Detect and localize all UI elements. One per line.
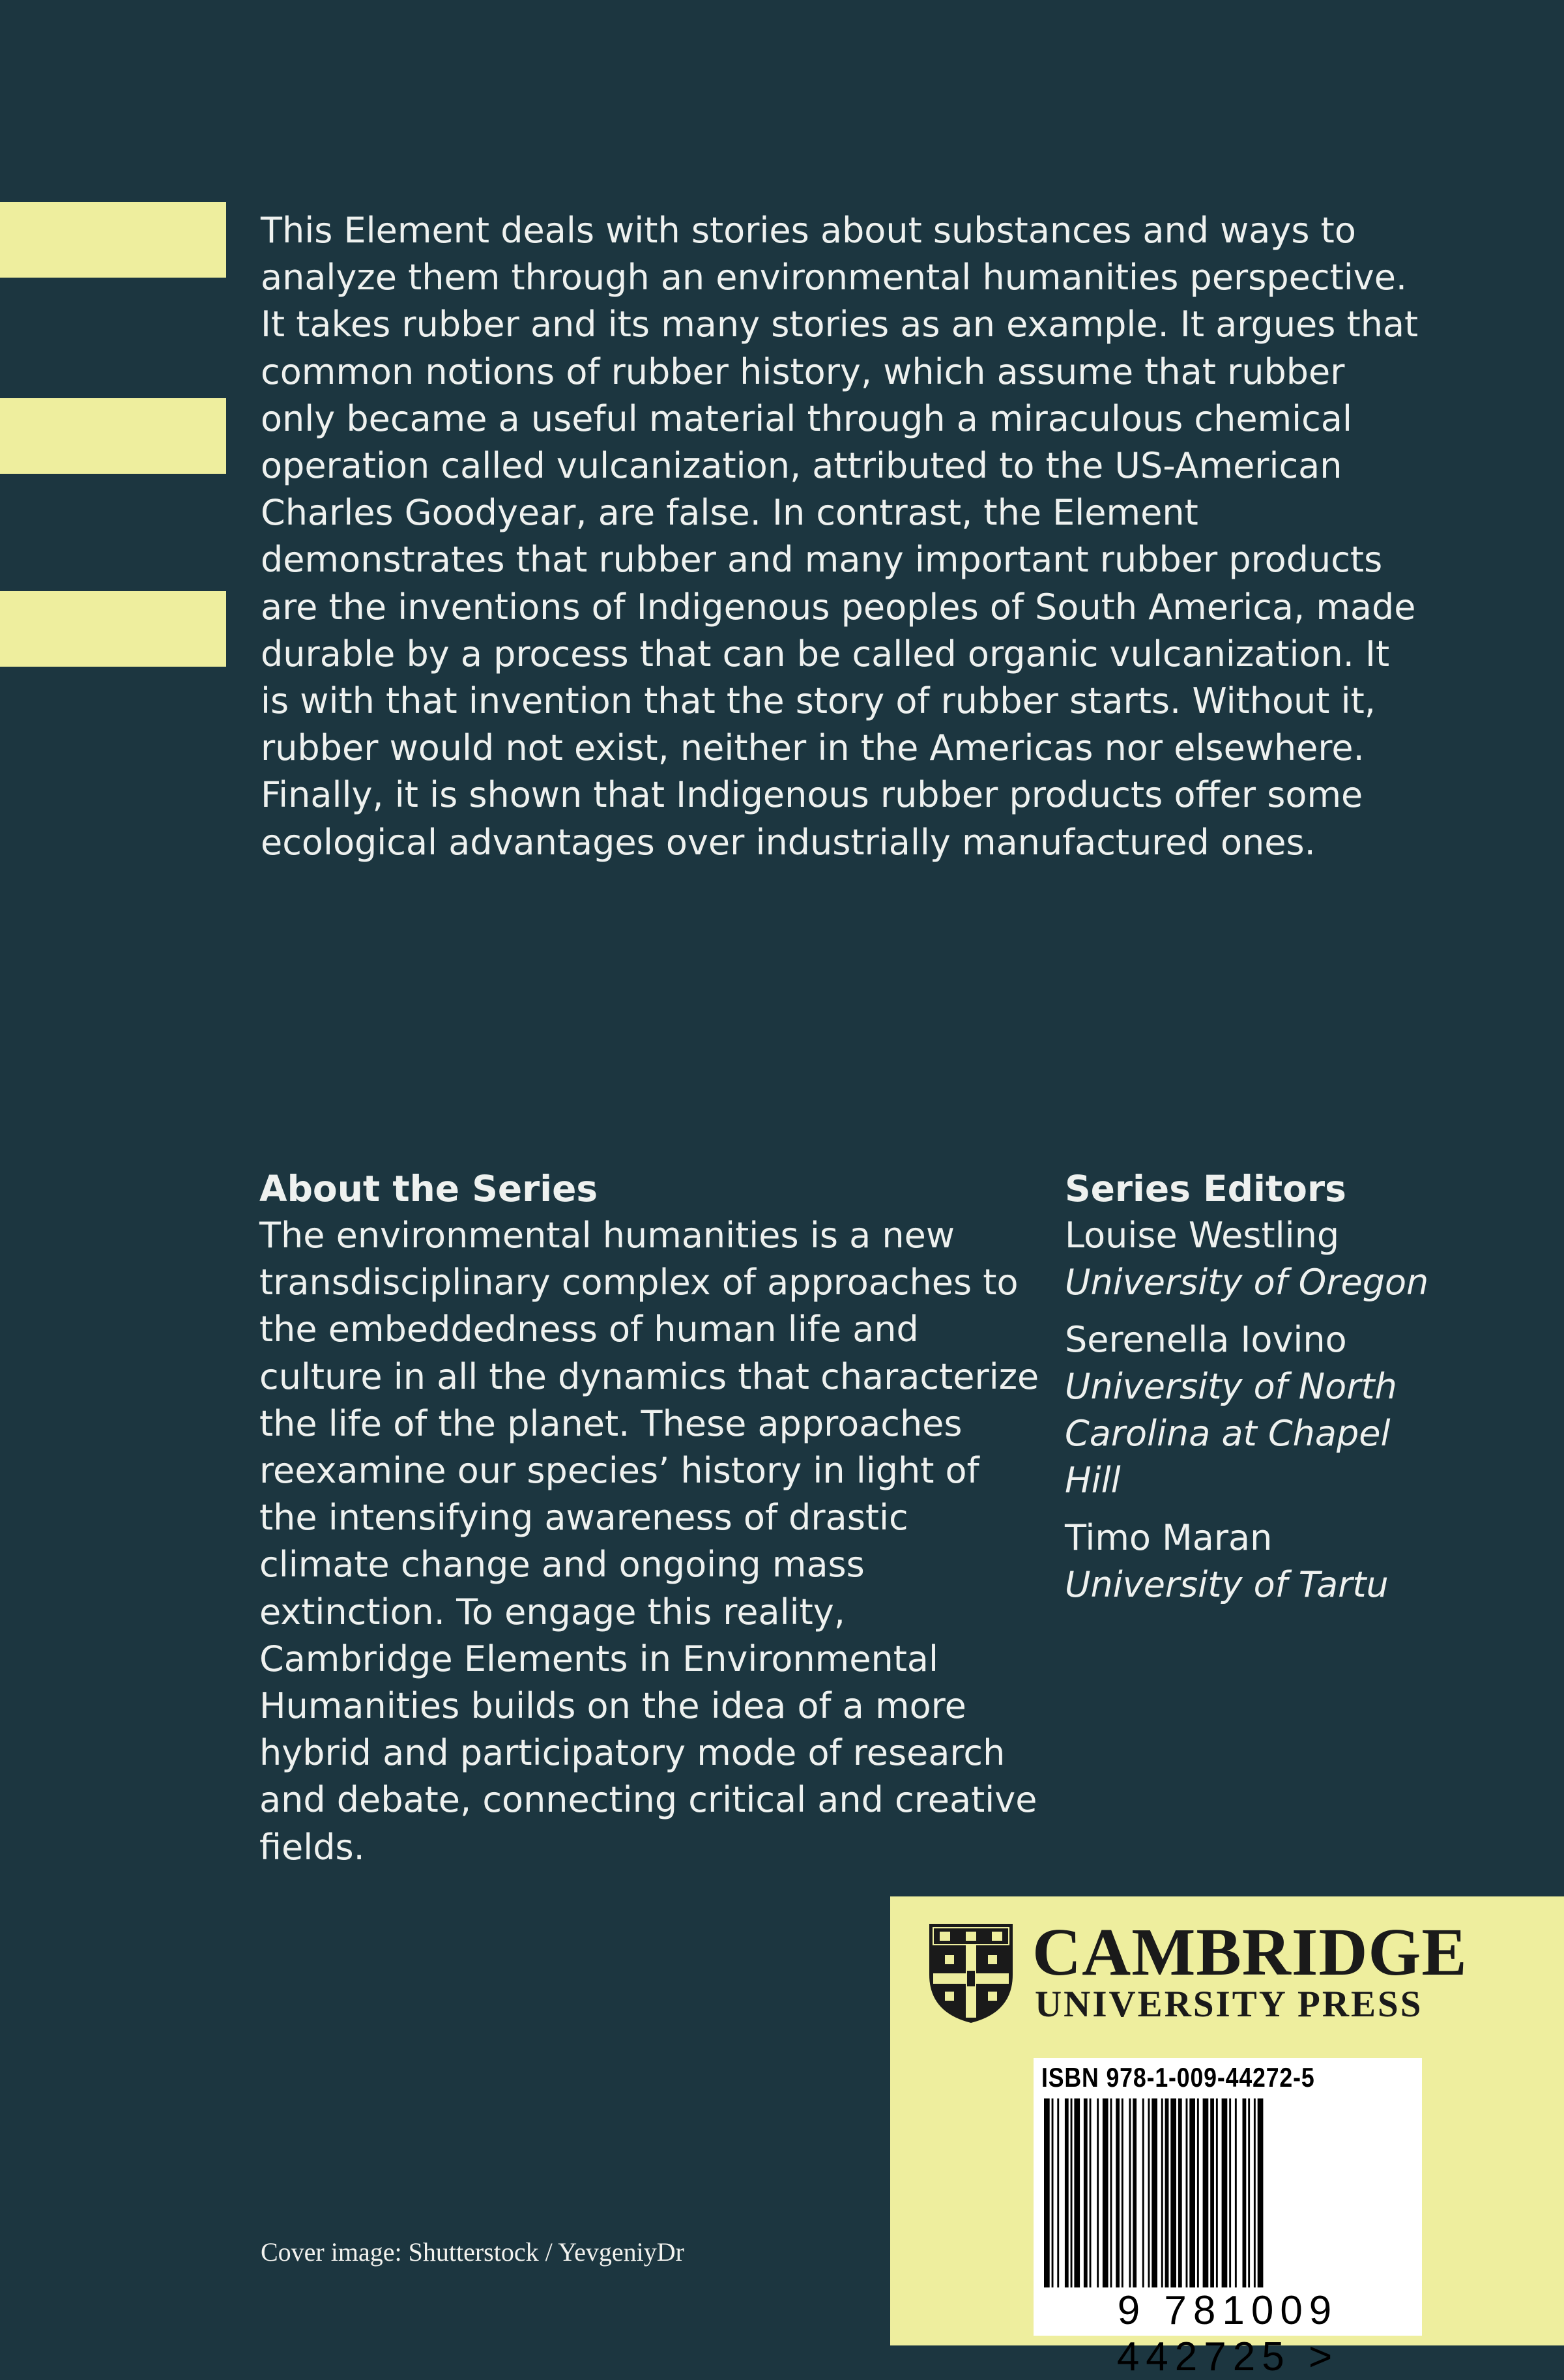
- about-heading: About the Series: [259, 1168, 598, 1210]
- publisher-name: CAMBRIDGE: [1032, 1915, 1468, 1990]
- series-editors: [1065, 1165, 1469, 1619]
- accent-stripe-top: [0, 202, 226, 278]
- cover-image-credit: Cover image: Shutterstock / YevgeniyDr: [261, 2237, 684, 2267]
- editor-entry: [1065, 1316, 1469, 1504]
- publisher-panel: [890, 1896, 1564, 2379]
- editor-entry: [1065, 1212, 1469, 1306]
- cambridge-crest-icon: [927, 1921, 1015, 2024]
- isbn-barcode: [1034, 2058, 1422, 2379]
- accent-stripe-bottom: [0, 591, 226, 667]
- editor-name: Louise Westling: [1065, 1215, 1340, 1256]
- accent-stripe-middle: [0, 398, 226, 474]
- about-text: The environmental humanities is a new transdisciplinary complex of approaches to the embeddedness of human life and culture in all the dynamics that characterize the life of the planet. These approaches reexamine our species’ history in light of the intensifying awareness of drastic climate change and ongoing mass extinction. To engage this reality, Cambridge Elements in Environmental Humanities builds on the idea of a more hybrid and participatory mode of research and debate, connecting critical and creative fields.: [259, 1215, 1039, 1868]
- editor-affiliation: University of North Carolina at Chapel Hill: [1065, 1366, 1397, 1501]
- barcode-number: 9 781009 442725 >: [1116, 2288, 1339, 2379]
- publisher-subtitle: UNIVERSITY PRESS: [1035, 1984, 1423, 2025]
- book-blurb: This Element deals with stories about substances and ways to analyze them through an environmental humanities perspective. It takes rubber and its many stories as an example. It argues that common notions of rubber history, which assume that rubber only became a useful material through a miraculous chemical operation called vulcanization, attributed to the US-American Charles Goodyear, are false. In contrast, the Element demonstrates that rubber and many important rubber products are the inventions of Indigenous peoples of South America, made durable by a process that can be called organic vulcanization. It is with that invention that the story of rubber starts. Without it, rubber would not exist, neither in the Americas nor elsewhere. Finally, it is shown that Indigenous rubber products offer some ecological advantages over industrially manufactured ones.: [261, 210, 1419, 863]
- editor-affiliation: University of Tartu: [1065, 1564, 1389, 1605]
- about-the-series: [259, 1165, 1048, 1871]
- editor-affiliation: University of Oregon: [1065, 1262, 1429, 1303]
- isbn-label: ISBN 978-1-009-44272-5: [1041, 2062, 1315, 2093]
- editor-name: Timo Maran: [1065, 1517, 1273, 1558]
- editor-name: Serenella Iovino: [1065, 1319, 1347, 1360]
- editors-heading: Series Editors: [1065, 1168, 1346, 1210]
- barcode-bars-icon: [1041, 2098, 1414, 2287]
- editor-entry: [1065, 1515, 1469, 1608]
